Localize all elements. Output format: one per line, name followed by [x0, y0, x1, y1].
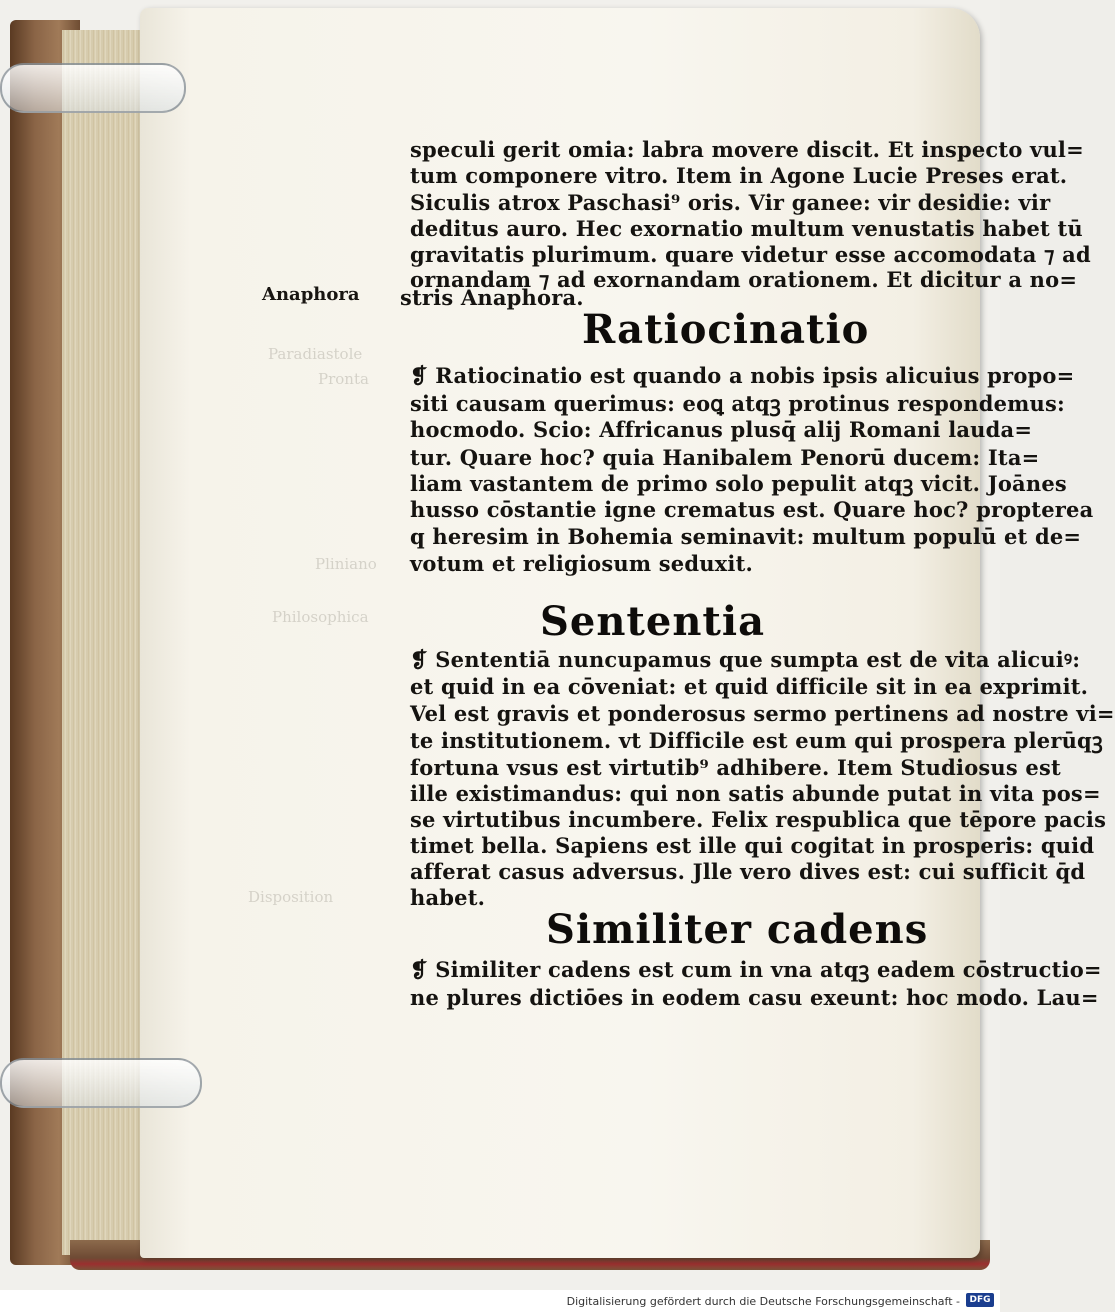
text-line: speculi gerit omia: labra movere discit. Et inspecto vul=	[410, 137, 1084, 162]
text-line: habet.	[410, 885, 486, 910]
ghost-margin-note: Paradiastole	[268, 345, 363, 363]
dfg-logo: DFG	[966, 1293, 994, 1307]
footer-bar	[0, 1290, 1000, 1312]
text-line: ne plures dictiōes in eodem casu exeunt: hoc modo. Lau=	[410, 985, 1099, 1010]
heading-ratiocinatio: Ratiocinatio	[582, 306, 870, 353]
text-line: ille existimandus: qui non satis abunde putat in vita pos=	[410, 781, 1101, 806]
text-line: timet bella. Sapiens est ille qui cogitat in prosperis: quid	[410, 833, 1095, 858]
text-line: gravitatis plurimum. quare videtur esse accomodata ⁊ ad	[410, 242, 1091, 267]
text-line: te institutionem. vt Difficile est eum qui prospera plerūqꝫ	[410, 728, 1103, 753]
text-line: liam vastantem de primo solo pepulit atqꝫ vicit. Joānes	[410, 471, 1067, 496]
ghost-margin-note: Pliniano	[315, 555, 377, 573]
text-line: q heresim in Bohemia seminavit: multum populū et de=	[410, 524, 1082, 549]
margin-note-anaphora: Anaphora	[262, 284, 360, 305]
ghost-margin-note: Philosophica	[272, 608, 369, 626]
text-line: ❡ Ratiocinatio est quando a nobis ipsis alicuius propo=	[410, 363, 1075, 388]
text-line: hocmodo. Scio: Affricanus plusq̄ alij Romani lauda=	[410, 417, 1033, 442]
page-clip-top	[0, 63, 186, 113]
text-line: votum et religiosum seduxit.	[410, 551, 753, 576]
text-line: ❡ Sententiā nuncupamus que sumpta est de vita alicuiꝰ:	[410, 647, 1081, 672]
text-line: stris Anaphora.	[400, 285, 584, 310]
text-line: Siculis atrox Paschasi⁹ oris. Vir ganee: vir desidie: vir	[410, 190, 1051, 215]
ghost-margin-note: Pronta	[318, 370, 369, 388]
text-line: ❡ Similiter cadens est cum in vna atqꝫ eadem cōstructio=	[410, 957, 1102, 982]
text-line: husso cōstantie igne crematus est. Quare hoc? propterea	[410, 497, 1094, 522]
text-line: tur. Quare hoc? quia Hanibalem Penorū ducem: Ita=	[410, 445, 1040, 470]
text-line: siti causam querimus: eoꝗ atqꝫ protinus respondemus:	[410, 391, 1065, 416]
text-line: se virtutibus incumbere. Felix respublica que tēpore pacis	[410, 807, 1107, 832]
text-line: et quid in ea cōveniat: et quid difficile sit in ea exprimit.	[410, 674, 1089, 699]
text-line: afferat casus adversus. Jlle vero dives est: cui sufficit q̄d	[410, 859, 1086, 884]
text-line: tum componere vitro. Item in Agone Lucie Preses erat.	[410, 163, 1068, 188]
text-line: Vel est gravis et ponderosus sermo pertinens ad nostre vi=	[410, 701, 1115, 726]
footer-credit: Digitalisierung gefördert durch die Deutsche Forschungsgemeinschaft -	[566, 1295, 960, 1308]
heading-similiter-cadens: Similiter cadens	[546, 906, 929, 953]
text-line: deditus auro. Hec exornatio multum venustatis habet tū	[410, 216, 1083, 241]
text-line: ornandam ⁊ ad exornandam orationem. Et dicitur a no=	[410, 267, 1078, 292]
text-line: fortuna vsus est virtutib⁹ adhibere. Item Studiosus est	[410, 755, 1061, 780]
ghost-margin-note: Disposition	[248, 888, 334, 906]
page-clip-bottom	[0, 1058, 202, 1108]
heading-sententia: Sententia	[540, 598, 766, 645]
